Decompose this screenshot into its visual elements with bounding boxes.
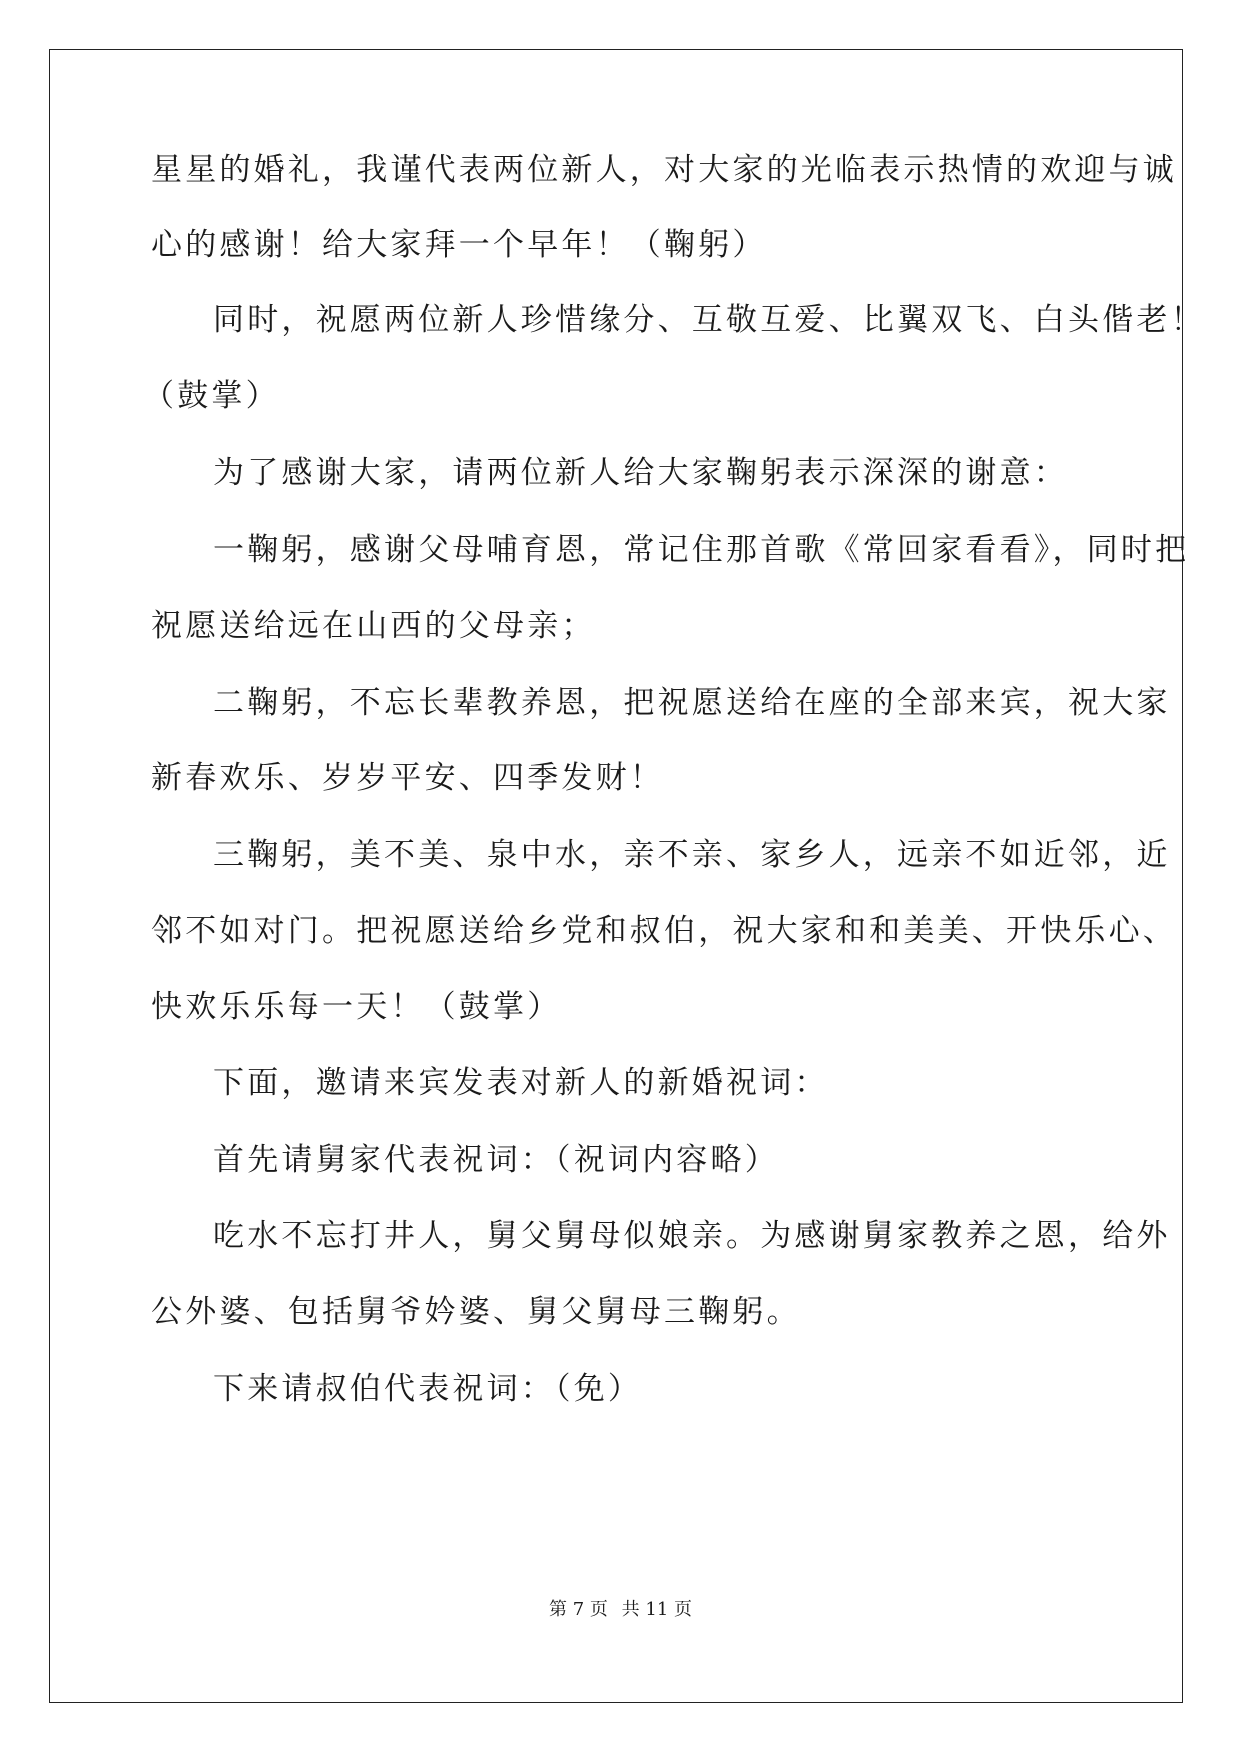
page-footer bbox=[0, 1598, 1241, 1622]
text-line: 星星的婚礼，我谨代表两位新人，对大家的光临表示热情的欢迎与诚 bbox=[151, 152, 1177, 188]
text-line: 心的感谢！给大家拜一个早年！（鞠躬） bbox=[151, 227, 767, 263]
text-line: 新春欢乐、岁岁平安、四季发财！ bbox=[151, 760, 664, 796]
text-line: （鼓掌） bbox=[143, 378, 280, 414]
text-line: 邻不如对门。把祝愿送给乡党和叔伯，祝大家和和美美、开快乐心、 bbox=[151, 913, 1177, 949]
page-number: 第 7 页 bbox=[549, 1599, 608, 1620]
text-line: 三鞠躬，美不美、泉中水，亲不亲、家乡人，远亲不如近邻，近 bbox=[213, 837, 1171, 873]
text-line: 快欢乐乐每一天！（鼓掌） bbox=[151, 989, 562, 1025]
page-total: 共 11 页 bbox=[621, 1599, 692, 1620]
page-border bbox=[49, 49, 1205, 1703]
text-line: 一鞠躬，感谢父母哺育恩，常记住那首歌《常回家看看》，同时把 bbox=[213, 532, 1190, 568]
text-line: 下来请叔伯代表祝词：（免） bbox=[213, 1371, 643, 1407]
text-line: 公外婆、包括舅爷妗婆、舅父舅母三鞠躬。 bbox=[151, 1294, 801, 1330]
text-line: 吃水不忘打井人，舅父舅母似娘亲。为感谢舅家教养之恩，给外 bbox=[213, 1218, 1171, 1254]
text-line: 首先请舅家代表祝词：（祝词内容略） bbox=[213, 1142, 779, 1178]
text-line: 下面，邀请来宾发表对新人的新婚祝词： bbox=[213, 1065, 829, 1101]
text-line: 同时，祝愿两位新人珍惜缘分、互敬互爱、比翼双飞、白头偕老！ bbox=[213, 302, 1205, 338]
text-line: 祝愿送给远在山西的父母亲； bbox=[151, 608, 596, 644]
text-line: 为了感谢大家，请两位新人给大家鞠躬表示深深的谢意： bbox=[213, 455, 1068, 491]
text-line: 二鞠躬，不忘长辈教养恩，把祝愿送给在座的全部来宾，祝大家 bbox=[213, 685, 1171, 721]
